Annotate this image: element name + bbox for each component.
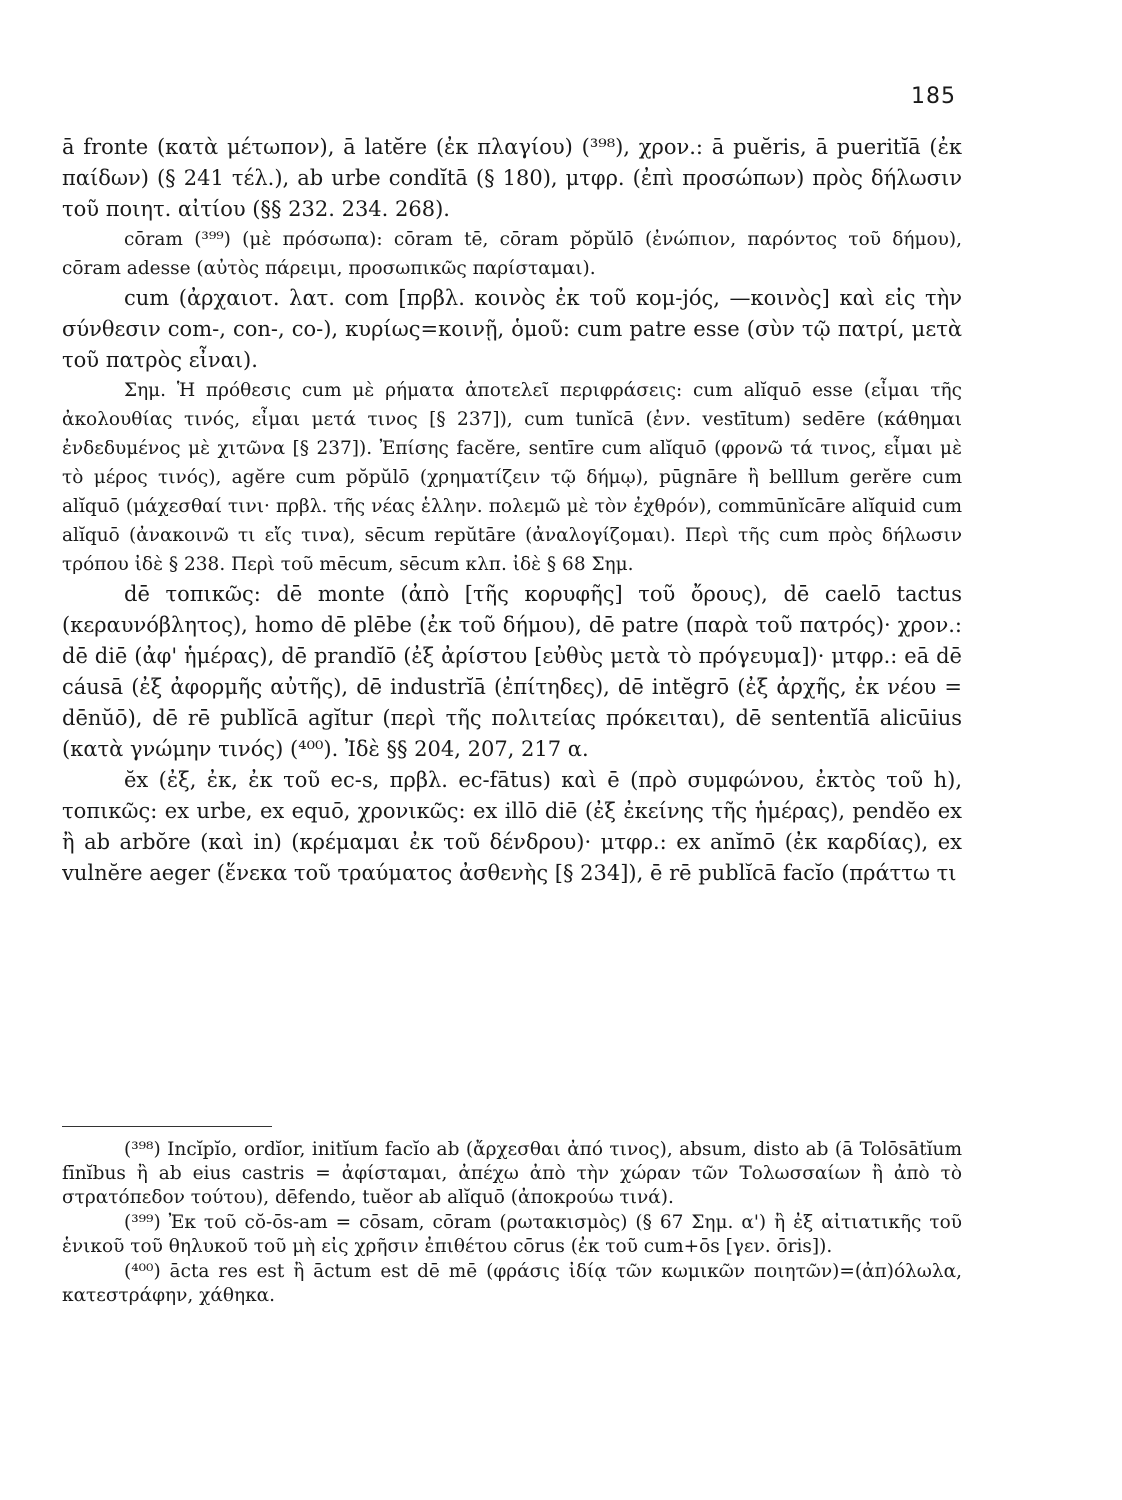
paragraph-de: dē τοπικῶς: dē monte (ἀπὸ [τῆς κορυφῆς] τοῦ ὄρους), dē caelō tactus (κεραυνόβλητος), homo dē plēbe (ἐκ τοῦ δήμου), dē patre (παρὰ τοῦ πατρός)· χρον.: dē diē (ἀφ' ἡμέρας), dē prandĭō (ἐξ ἀρίστου [εὐθὺς μετὰ τὸ πρόγευμα])· μτφρ.: eā dē cáusā (ἐξ ἀφορμῆς αὐτῆς), dē industrĭā (ἐπίτηδες), dē intĕgrō (ἐξ ἀρχῆς, ἐκ νέου = dēnŭō), dē rē publĭcā agĭtur (περὶ τῆς πολιτείας πρόκειται), dē sententĭā alicūius (κατὰ γνώμην τινός) (⁴⁰⁰). Ἰδὲ §§ 204, 207, 217 α.: [62, 582, 962, 761]
paragraph-coram: cōram (³⁹⁹) (μὲ πρόσωπα): cōram tē, cōram pŏpŭlō (ἐνώπιον, παρόντος τοῦ δήμου), cōram adesse (αὐτὸς πάρειμι, προσωπικῶς παρίσταμαι).: [62, 229, 962, 279]
footnote-divider: [62, 1126, 272, 1127]
paragraph-a-fronte: ā fronte (κατὰ μέτωπον), ā latĕre (ἐκ πλαγίου) (³⁹⁸), χρον.: ā puĕris, ā pueritĭā (ἐκ παίδων) (§ 241 τέλ.), ab urbe condĭtā (§ 180), μτφρ. (ἐπὶ προσώπων) πρὸς δήλωσιν τοῦ ποιητ. αἰτίου (§§ 232. 234. 268).: [62, 135, 962, 221]
footnotes: [62, 1138, 962, 1309]
footnote-398: (³⁹⁸) Incĭpĭo, ordĭor, initĭum facĭo ab (ἄρχεσθαι ἀπό τινος), absum, disto ab (ā Tolōsātĭum fīnĭbus ἢ ab eius castris = ἀφίσταμαι, ἀπέχω ἀπὸ τὴν χώραν τῶν Τολωσσαίων ἢ ἀπὸ τὸ στρατόπεδον τούτου), dēfendo, tuĕor ab alĭquō (ἀποκρούω τινά).: [62, 1139, 962, 1208]
paragraph-cum: cum (ἀρχαιοτ. λατ. com [πρβλ. κοινὸς ἐκ τοῦ κομ-jός, —κοινὸς] καὶ εἰς τὴν σύνθεσιν com-, con-, co-), κυρίως=κοινῇ, ὁμοῦ: cum patre esse (σὺν τῷ πατρί, μετὰ τοῦ πατρὸς εἶναι).: [62, 286, 962, 372]
paragraph-cum-note: Σημ. Ἡ πρόθεσις cum μὲ ρήματα ἀποτελεῖ περιφράσεις: cum alĭquō esse (εἶμαι τῆς ἀκολουθίας τινός, εἶμαι μετά τινος [§ 237]), cum tunĭcā (ἐνν. vestītum) sedēre (κάθημαι ἐνδεδυμένος μὲ χιτῶνα [§ 237]). Ἐπίσης facĕre, sentīre cum alĭquō (φρονῶ τά τινος, εἶμαι μὲ τὸ μέρος τινός), agĕre cum pŏpŭlō (χρηματίζειν τῷ δήμῳ), pūgnāre ἢ belllum gerĕre cum alĭquō (μάχεσθαί τινι· πρβλ. τῆς νέας ἑλλην. πολεμῶ μὲ τὸν ἐχθρόν), commūnĭcāre alĭquid cum alĭquō (ἀνακοινῶ τι εἴς τινα), sēcum repŭtāre (ἀναλογίζομαι). Περὶ τῆς cum πρὸς δήλωσιν τρόπου ἰδὲ § 238. Περὶ τοῦ mēcum, sēcum κλπ. ἰδὲ § 68 Σημ.: [62, 380, 962, 575]
footnote-399: (³⁹⁹) Ἐκ τοῦ cŏ-ōs-am = cōsam, cōram (ρωτακισμὸς) (§ 67 Σημ. α') ἢ ἐξ αἰτιατικῆς τοῦ ἑνικοῦ τοῦ θηλυκοῦ τοῦ μὴ εἰς χρῆσιν ἐπιθέτου cōrus (ἐκ τοῦ cum+ōs [γεν. ōris]).: [62, 1212, 962, 1257]
footnote-400: (⁴⁰⁰) ācta res est ἢ āctum est dē mē (φράσις ἰδίᾳ τῶν κωμικῶν ποιητῶν)=(ἀπ)όλωλα, κατεστράφην, χάθηκα.: [62, 1261, 962, 1306]
book-page: [62, 78, 962, 1468]
page-number: 185: [911, 84, 956, 109]
main-text: [62, 132, 962, 889]
paragraph-ex: ĕx (ἐξ, ἐκ, ἐκ τοῦ ec-s, πρβλ. ec-fātus) καὶ ē (πρὸ συμφώνου, ἐκτὸς τοῦ h), τοπικῶς: ex urbe, ex equō, χρονικῶς: ex illō diē (ἐξ ἐκείνης τῆς ἡμέρας), pendĕo ex ἢ ab arbŏre (καὶ in) (κρέμαμαι ἐκ τοῦ δένδρου)· μτφρ.: ex anĭmō (ἐκ καρδίας), ex vulnĕre aeger (ἕνεκα τοῦ τραύματος ἀσθενὴς [§ 234]), ē rē publĭcā facĭo (πράττω τι: [62, 768, 962, 885]
